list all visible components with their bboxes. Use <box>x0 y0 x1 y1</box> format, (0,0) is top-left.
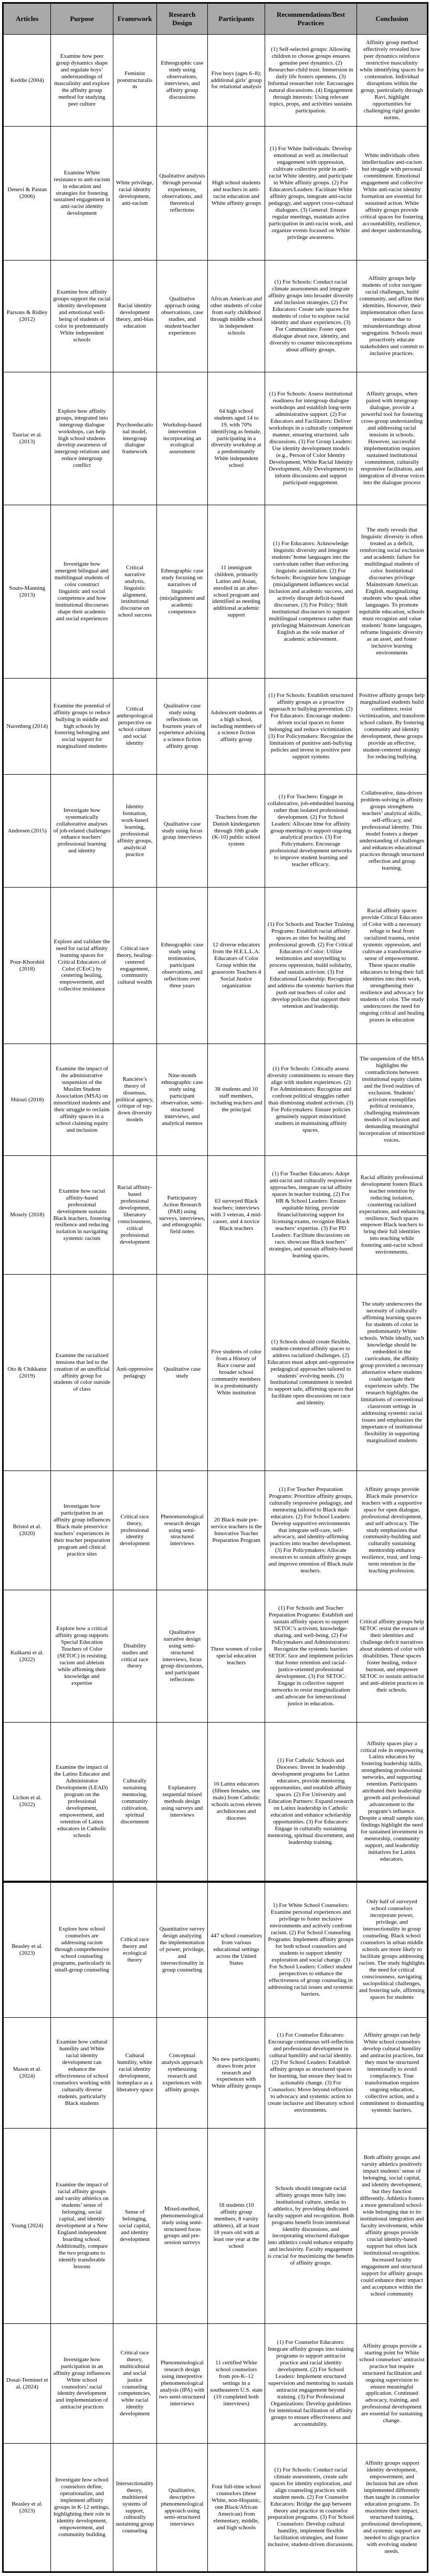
article-cell: Pour-Khorshid (2018) <box>3 888 51 1044</box>
recommendations-cell: (1) For Schools: Critically assess diversity commitments to ensure they align with student experiences. (2) For Administrators: Recognize and confront political struggles rather than dismissing student activism. (3) For Policymakers: Ensure policies genuinely support minoritized students in maintaining affinity spaces. <box>265 1044 357 1156</box>
conclusion-cell: Only half of surveyed school counselors incorporate power, privilege, and intersectionality in group counseling. Black school counselors in urban middle schools are more likely to facilitate groups addressing racism. The study highlights the need for critical consciousness, navigating sociopolitical challenges, and fostering safe, affirming spaces for students <box>356 1882 427 2018</box>
research-design-cell: Ethnographic case study using testimonios, participant observations, and reflections over three years <box>156 888 207 1044</box>
purpose-cell: Examine the impact of the administrative suspension of the Muslim Student Association (MSA) on minoritized students and their struggle to reclaim affinity spaces in a school claiming equity and inclusion <box>51 1044 113 1156</box>
article-cell: Oto & Chikkatur (2019) <box>3 1275 51 1471</box>
purpose-cell: Examine how cultural humility and White racial identity development can enhance the effectiveness of school counselors working with culturally diverse students, particularly Black students <box>51 2018 113 2129</box>
table-row <box>3 1590 428 1723</box>
participants-cell: 38 students and 10 staff members, including teachers and the principal <box>207 1044 265 1156</box>
recommendations-cell: (1) For Teacher Preparation Programs: Prioritize affinity groups, culturally responsive pedagogy, and mentoring tailored to Black male educators. (2) For School Leaders: Develop supportive environments that integrate self-care, self-advocacy, and identity-affirming practices into teacher development. (3) For Policymakers: Allocate resources to sustain affinity groups and improve retention of Black male teachers. <box>265 1471 357 1590</box>
recommendations-cell: (1) For Schools and Teacher Training Programs: Establish racial affinity spaces as sites for healing and professional growth. (2) For Critical Educators of Color: Utilize testimonios and storytelling to process oppression, build solidarity, and sustain activism. (3) For Educational Leadership: Recognize and address the systemic barriers that push out teachers of color and develop policies that support their retention and leadership. <box>265 888 357 1044</box>
table-row <box>3 1156 428 1275</box>
framework-cell: Racial affinity-based professional development, liberatory consciousness, critical professional development <box>113 1156 156 1275</box>
framework-cell: Psychoeducational model, intergroup dialogue framework <box>113 372 156 505</box>
participants-cell: Five students of color from a History of Race course and broader school community members in a predominantly White institution <box>207 1275 265 1471</box>
purpose-cell: Examine how affinity groups support the racial identity development and emotional well-being of students of color in predominantly White independent schools <box>51 260 113 372</box>
conclusion-cell: Positive affinity groups help marginalized students build confidence, resist victimization, and transform school culture. By fostering community and identity development, these groups provide an effective, student-centered strategy for reducing bullying <box>356 679 427 775</box>
conclusion-cell: Affinity groups support identity development, empowerment, and inclusion but are often implemented differently than taught in counselor education programs. To maximize their impact, structured training, professional development, and systemic support are needed to align practice with evolving student needs. <box>356 2444 427 2572</box>
conclusion-cell: Affinity group method effectively revealed how peer dynamics reinforce restrictive masculinity while identifying spaces for contestation. Individual disruptions within the group, particularly through Ravi, highlight opportunities for challenging rigid gender norms. <box>356 35 427 127</box>
article-cell: Mason et al. (2024) <box>3 2018 51 2129</box>
research-design-cell: Qualitative, descriptive phenomenological approach using semi-structured interviews <box>156 2444 207 2572</box>
table-row <box>3 260 428 372</box>
framework-cell: Critical anthropological perspective on school culture and social identity <box>113 679 156 775</box>
table-row <box>3 2018 428 2129</box>
participants-cell: Three women of color special education teachers <box>207 1590 265 1723</box>
framework-cell: Rancière’s theory of dissensus, political agency, critique of top-down diversity models <box>113 1044 156 1156</box>
research-design-cell: Ethnographic case study focusing on narratives of linguistic (mis)alignment and academic competence <box>156 505 207 679</box>
recommendations-cell: (1) For Teachers: Engage in collaborative, job-embedded learning rather than isolated professional development. (2) For School Leaders: Allocate time for affinity group meetings to support ongoing analytical practice. (3) For Policymakers: Encourage professional development networks to improve student learning and teacher efficacy. <box>265 775 357 888</box>
framework-cell: White privilege, racial identity development, anti-racism <box>113 127 156 260</box>
recommendations-cell: 1) For White School Counselors: Examine personal experiences and privilege to foster inclusive environments and actively confront racism. (2) For School Counseling Programs: Implement affinity groups for both school counselors and students to support identity exploration and social change. (3) For School Leaders: Collect student perspectives to enhance the effectiveness of group counseling in addressing racial issues and systemic barriers. <box>265 1882 357 2018</box>
table-row <box>3 775 428 888</box>
participants-cell: 20 Black male pre-service teachers in the Innovative Teacher Preparation Program <box>207 1471 265 1590</box>
participants-cell: 11 certified White school counselors from pre-K–12 settings in a southeastern U.S. state (10 completed both interviews) <box>207 2324 265 2444</box>
article-cell: Keddie (2004) <box>3 35 51 127</box>
research-design-cell: Nine-month ethnographic case study using participant observation, semi-structured interviews, and analytical memos <box>156 1044 207 1156</box>
column-header-conclusion: Conclusion <box>356 3 427 35</box>
table-row <box>3 505 428 679</box>
table-header <box>3 3 428 35</box>
purpose-cell: Examine the potential of affinity groups to reduce bullying in middle and high schools by fostering belonging and social support for marginalized students <box>51 679 113 775</box>
recommendations-cell: (1) For Schools: Establish structured affinity groups as a proactive approach to bullying prevention. (2) For Educators: Encourage student-driven social spaces to foster belonging and reduce victimization. (3) For Policymakers: Recognize the limitations of punitive anti-bullying policies and invest in positive peer support systems <box>265 679 357 775</box>
conclusion-cell: The suspension of the MSA highlights the contradictions between institutional equity claims and the lived realities of exclusion. Students’ activism exemplifies political resistance, challenging mainstream models of inclusion and demanding meaningful incorporation of minoritized voices. <box>356 1044 427 1156</box>
framework-cell: Disability studies and critical race theory <box>113 1590 156 1723</box>
participants-cell: 11 immigrant children, primarily Latino and Asian, enrolled in an after-school program and identified as needing additional academic support <box>207 505 265 679</box>
table-row <box>3 1882 428 2018</box>
recommendations-cell: (1) For Schools and Teacher Preparation Programs: Establish and sustain affinity spaces to support SETOC’s activism, knowledge-sharing, and well-being. (2) For Policymakers and Administrators: Recognize the systemic barriers SETOC face and implement policies that foster retention and racial-justice-oriented professional development. (3) For SETOC: Engage in collective support networks to resist marginalization and advocate for intersectional justice in education. <box>265 1590 357 1723</box>
table-row <box>3 1275 428 1471</box>
research-design-cell: Qualitative narrative design using semi-structured interviews, focus group discussions, and participant reflections <box>156 1590 207 1723</box>
recommendations-cell: (1) For White Individuals: Develop emotional as well as intellectual engagement with oppression, cultivate collective pride in anti-racist White identity, and participate in White affinity groups. (2) For Educators/Leaders: Facilitate White affinity groups, integrate anti-racist pedagogy, and support cross-cultural dialogues. (3) General: Ensure regular meetings, maintain active participation in anti-racist work, and organize events focused on White privilege awareness. <box>265 127 357 260</box>
purpose-cell: Investigate how emergent bilingual and multilingual students of color construct linguistic and social competence and how institutional discourses shape their academic and social experiences <box>51 505 113 679</box>
conclusion-cell: Affinity groups can help White school counselors develop cultural humility and antiracist practices, but they must be structured intentionally to avoid complacency. True transformation requires ongoing education, collective action, and a commitment to dismantling systemic barriers. <box>356 2018 427 2129</box>
research-design-cell: Phenomenological research design using semi-structured interviews <box>156 1471 207 1590</box>
participants-cell: Teachers from the Danish kindergarten through 10th grade (K-10) public school system <box>207 775 265 888</box>
article-cell: Kulkarni et al. (2022) <box>3 1590 51 1723</box>
purpose-cell: Investigate how participation in an affinity group influences Black male preservice teachers’ experiences in their teacher preparation program and clinical practice sites <box>51 1471 113 1590</box>
purpose-cell: Investigate how school counselors define, operationalize, and implement affinity groups in K-12 settings, highlighting their role in identity development, empowerment, and community building <box>51 2444 113 2572</box>
conclusion-cell: Both affinity groups and varsity athletics positively impact students’ sense of belonging, social capital, and identity development, but they function differently. Athletics fosters a more generalized school-wide belonging due to its institutional integration and faculty involvement, while affinity groups provide crucial identity-based support but often lack institutional recognition. Increased faculty engagement and structural support for affinity groups could enhance their impact and acceptance within the school community <box>356 2129 427 2324</box>
header-row <box>3 3 428 35</box>
framework-cell: Culturally sustaining mentoring, community cultivation, spiritual discernment <box>113 1723 156 1882</box>
participants-cell: Adolescent students at a high school, including members of a science fiction affinity group <box>207 679 265 775</box>
purpose-cell: Examine the racialized tensions that led to the creation of an unofficial affinity group for students of color outside of class <box>51 1275 113 1471</box>
purpose-cell: Explore how a critical affinity group supports Special Education Teachers of Color (SETOC) in resisting racism and ableism while affirming their knowledge and expertise <box>51 1590 113 1723</box>
recommendations-cell: (1) For Educators: Acknowledge linguistic diversity and integrate students’ home languages into the curriculum rather than enforcing linguistic assimilation. (2) For Schools: Recognize how language (mis)alignment influences social inclusion and academic success, and actively disrupt deficit-based discourses. (3) For Policy: Shift institutional discourses to support multilingual competence rather than privileging Mainstream American English as the sole marker of academic achievement. <box>265 505 357 679</box>
framework-cell: Critical narrative analysis, linguistic alignment, institutional discourse on school success <box>113 505 156 679</box>
article-cell: Denevi & Pastan (2006) <box>3 127 51 260</box>
framework-cell: Intersectionality theory, multitiered systems of support, culturally sustaining group counseling <box>113 2444 156 2572</box>
research-design-cell: Participatory Action Research (PAR) using surveys, interviews, and ethnographic field notes <box>156 1156 207 1275</box>
participants-cell: Five boys (ages 6–8); additional girls’ group for relational analysis <box>207 35 265 127</box>
framework-cell: Cultural humility, white racial identity development, homeplace as a liberatory space <box>113 2018 156 2129</box>
article-cell: Shirazi (2018) <box>3 1044 51 1156</box>
article-cell: Beasley et al. (2023) <box>3 2444 51 2572</box>
recommendations-cell: (1) For Schools: Assess institutional readiness for intergroup dialogue workshops and establish long-term administrative support. (2) For Educators and Facilitators: Deliver workshops in a culturally competent manner, ensuring structured, safe discussions. (3) For Group Leaders: Use identity development models (e.g., Person of Color Identity Development, White Racial Identity Development, Ally Development) to inform discussions and support participant engagement. <box>265 372 357 505</box>
column-header-framework: Framework <box>113 3 156 35</box>
research-design-cell: Quantitative survey design analyzing the implementation of power, privilege, and intersectionality in group counseling <box>156 1882 207 2018</box>
conclusion-cell: Racial affinity professional development fosters Black teacher retention by reducing isolation, countering racialized expectations, and enhancing resilience. Such spaces empower Black teachers to bring their full identities into teaching while fostering anti-racist school environments. <box>356 1156 427 1275</box>
column-header-articles: Articles <box>3 3 51 35</box>
article-cell: Souto-Manning (2013) <box>3 505 51 679</box>
recommendations-cell: (1) Self-selected groups: Allowing children to choose groups ensures genuine peer dynamics. (2) Researcher-child trust: Immersion in daily life fosters openness. (3) Informal researcher role: Encourages natural discussions. (4) Engagement through interests: Using relevant topics, props, and activities sustains participation. <box>265 35 357 127</box>
framework-cell: Identity formation, work-based learning, professional affinity groups, analytical practice <box>113 775 156 888</box>
article-cell: Dosal-Terminel et al. (2024) <box>3 2324 51 2444</box>
conclusion-cell: Affinity spaces play a critical role in empowering Latinx educators by fostering leadership skills, strengthening professional networks, and supporting retention. Participants attributed their leadership growth and professional advancement to the program’s influence. Despite a small sample size, findings highlight the need for sustained investment in mentorship, community support, and leadership initiatives for Latinx educators. <box>356 1723 427 1882</box>
recommendations-cell: (1) For Counselor Educators: Integrate affinity groups into training programs to support antiracist practice and racial identity development. (2) For School Leaders: Implement structured supervision and mentoring to sustain antiracist engagement beyond training. (3) For Professional Organizations: Develop guidelines for intentional facilitation of affinity groups to ensure effectiveness and accountability. <box>265 2324 357 2444</box>
conclusion-cell: Affinity groups, when paired with intergroup dialogue, provide a powerful tool for fostering cross-group understanding and addressing racial tensions in schools. However, successful implementation requires sustained institutional commitment, culturally responsive facilitation, and integration of diverse voices into the dialogue process <box>356 372 427 505</box>
conclusion-cell: Affinity groups provide Black male preservice teachers with a supportive space for open dialogue, professional development, and self-advocacy. The study emphasizes that community-building and culturally sustaining mentorship enhance resilience, trust, and long-term retention in the teaching profession. <box>356 1471 427 1590</box>
table-row <box>3 888 428 1044</box>
purpose-cell: Examine the impact of racial affinity groups and varsity athletics on students’ sense of belonging, social capital, and identity development at a New England independent boarding school. Additionally, compare the two programs to identify transferable lessons <box>51 2129 113 2324</box>
table-row <box>3 2324 428 2444</box>
framework-cell: Critical race theory, multicultural and social justice counseling competencies, white racial identity development <box>113 2324 156 2444</box>
purpose-cell: Examine how racial affinity-based professional development sustains Black teachers, fostering resilience and reducing isolation in navigating systemic racism <box>51 1156 113 1275</box>
literature-review-table <box>2 2 428 2573</box>
table-row <box>3 679 428 775</box>
framework-cell: Critical race theory and ecological theory <box>113 1882 156 2018</box>
participants-cell: High school students and teachers in anti-racist education and White affinity groups <box>207 127 265 260</box>
column-header-recommendations: Recommendations/Best Practices <box>265 3 357 35</box>
research-design-cell: Qualitative approach using observations, case studies, and student/teacher experiences <box>156 260 207 372</box>
recommendations-cell: (1) For Schools: Conduct racial climate assessments and integrate affinity groups into broader diversity and inclusion strategies. (2) For Educators: Create safe spaces for students of color to explore racial identity and share experiences. (3) For Communities: Foster open dialogue about race, identity, and diversity to counter misconceptions about affinity groups. <box>265 260 357 372</box>
recommendations-cell: (1) For Counselor Educators: Encourage continuous self-reflection and professional development in cultural humility and racial identity. (2) For School Leaders: Establish affinity groups as structured spaces for learning, but ensure they lead to actionable change. (3) For Counselors: Move beyond reflection to advocacy and systemic action to create inclusive and liberatory school environments. <box>265 2018 357 2129</box>
purpose-cell: Explore how affinity groups, integrated into intergroup dialogue workshops, can help high school students develop awareness of intergroup relations and reduce intergroup conflict <box>51 372 113 505</box>
research-design-cell: Conceptual analysis approach synthesizing research and experiences with affinity groups <box>156 2018 207 2129</box>
conclusion-cell: The study underscores the necessity of culturally affirming learning spaces for students of color in predominantly White schools. While ideally, such knowledge should be embedded in the curriculum, the affinity group provided a necessary alternative where students could navigate their experiences safely. The research highlights the limitations of conventional classroom settings in addressing systemic racial issues and emphasizes the importance of institutional flexibility in supporting marginalized students <box>356 1275 427 1471</box>
participants-cell: African American and other students of color from early childhood through middle school in independent schools <box>207 260 265 372</box>
article-cell: Young (2024) <box>3 2129 51 2324</box>
article-cell: Mosely (2018) <box>3 1156 51 1275</box>
purpose-cell: Examine how peer group dynamics shape and regulate boys’ understandings of masculinity and explore the affinity group method for studying peer culture <box>51 35 113 127</box>
framework-cell: Critical race theory, healing-centered engagement, community cultural wealth <box>113 888 156 1044</box>
framework-cell: Critical race theory, professional identity development <box>113 1471 156 1590</box>
research-design-cell: Qualitative analysis through personal experiences, observations, and theoretical reflections <box>156 127 207 260</box>
research-design-cell: Workshop-based intervention incorporating an ecological assessment <box>156 372 207 505</box>
research-design-cell: Mixed-method, phenomenological study using semi-structured focus groups and pre-session surveys <box>156 2129 207 2324</box>
table-row <box>3 127 428 260</box>
column-header-research-design: Research Design <box>156 3 207 35</box>
participants-cell: 16 Latinx educators (fifteen females, one male) from Catholic schools across eleven archdioceses and dioceses <box>207 1723 265 1882</box>
purpose-cell: Investigate how systematically collaborative analyses of job-related challenges enhance teachers’ professional learning and identity <box>51 775 113 888</box>
conclusion-cell: The study reveals that linguistic diversity is often treated as a deficit, reinforcing social exclusion and academic failure for multilingual students of color. Institutional discourses privilege Mainstream American English, marginalizing students who speak other languages. To promote equitable education, schools must recognize and value students’ home languages, reframe linguistic diversity as an asset, and foster inclusive learning environments <box>356 505 427 679</box>
participants-cell: 447 school counselors from various educational settings across the United States <box>207 1882 265 2018</box>
table-row <box>3 2129 428 2324</box>
recommendations-cell: (1) For Catholic Schools and Dioceses: Invest in leadership development programs for Latinx educators, provide mentoring opportunities, and establish affinity spaces. (2) For University and Education Partners: Expand research on Latinx leadership in Catholic education and enhance scholarship opportunities. (3) For Educators: Engage in culturally sustaining mentoring, spiritual discernment, and leadership training. <box>265 1723 357 1882</box>
article-cell: Nurenberg (2014) <box>3 679 51 775</box>
purpose-cell: Investigate how participation in an affinity group influences White school counselors’ racial identity development and implementation of antiracist practices <box>51 2324 113 2444</box>
research-design-cell: Explanatory sequential mixed methods design using surveys and interviews <box>156 1723 207 1882</box>
conclusion-cell: Affinity groups help students of color navigate racial challenges, build community, and affirm their identities. However, their implementation often faces resistance due to misunderstandings about segregation. Schools must proactively educate stakeholders and commit to inclusive practices. <box>356 260 427 372</box>
column-header-participants: Participants <box>207 3 265 35</box>
participants-cell: 12 diverse educators from the H.E.L.L.A. Educators of Color Group within the grassroots Teachers 4 Social Justice organization <box>207 888 265 1044</box>
table-row <box>3 35 428 127</box>
article-cell: Beasley et al. (2023) <box>3 1882 51 2018</box>
table-row <box>3 372 428 505</box>
participants-cell: 18 students (10 affinity group members, 8 varsity athletes), all at least 18 years old with at least one year at the school <box>207 2129 265 2324</box>
participants-cell: No new participants; draws from prior research and experiences with White affinity groups <box>207 2018 265 2129</box>
table-body <box>3 35 428 2572</box>
recommendations-cell: (1) For Schools: Conduct racial climate assessments, create safe spaces for identity exploration, and align counseling practices with student needs. (2) For Counselor Educators: Bridge the gap between theory and practice in counselor preparation programs. (3) For School Counselors: Develop cultural humility, implement flexible facilitation strategies, and foster inclusive, student-driven discussions. <box>265 2444 357 2572</box>
recommendations-cell: Schools should integrate racial affinity groups more fully into institutional culture, similar to athletics, by providing dedicated faculty support and recognition. Both programs benefit from intentional identity discussions, and incorporating structured dialogue into athletics could enhance empathy and inclusivity. Faculty engagement is crucial for maximizing the benefits of affinity groups. <box>265 2129 357 2324</box>
conclusion-cell: Racial affinity spaces provide Critical Educators of Color with a necessary refuge to heal from racialized trauma, resist systemic oppression, and cultivate a transformative sense of empowerment. These spaces enable educators to bring their full identities into their work, strengthening their resilience and advocacy for students of color. The study underscores the need for ongoing critical and healing praxes in education <box>356 888 427 1044</box>
table-row <box>3 1044 428 1156</box>
participants-cell: 63 surveyed Black teachers; interviews with 3 veteran, 4 mid-career, and 4 novice Black teachers <box>207 1156 265 1275</box>
article-cell: Lichon et al. (2022) <box>3 1723 51 1882</box>
column-header-purpose: Purpose <box>51 3 113 35</box>
recommendations-cell: (1) Schools should create flexible, student-centered affinity spaces to address racialized challenges. (2) Educators must adopt anti-oppressive pedagogical approaches tailored to students’ evolving needs. (3) Institutional commitment is needed to support safe, affirming spaces that facilitate open discussions on race and identity. <box>265 1275 357 1471</box>
framework-cell: Racial identity development theory, anti-bias education <box>113 260 156 372</box>
purpose-cell: Examine the impact of the Latino Educator and Administrator Development (LEAD) program on the professional development, empowerment, and retention of Latinx educators in Catholic schools <box>51 1723 113 1882</box>
framework-cell: Sense of belonging, social capital, and identity development <box>113 2129 156 2324</box>
article-cell: Bristol et al. (2020) <box>3 1471 51 1590</box>
purpose-cell: Examine White resistance to anti-racism in education and strategies for fostering sustained engagement in anti-racist identity development <box>51 127 113 260</box>
article-cell: Parsons & Ridley (2012) <box>3 260 51 372</box>
conclusion-cell: White individuals often intellectualize anti-racism but struggle with personal commitment. Emotional engagement and collective White anti-racist identity formation are essential for sustained action. White affinity groups provide critical spaces for fostering accountability, resilience, and deeper understanding. <box>356 127 427 260</box>
purpose-cell: Explore how school counselors are addressing racism through comprehensive school counseling programs, particularly in small-group counseling <box>51 1882 113 2018</box>
table-row <box>3 1471 428 1590</box>
article-cell: Andresen (2015) <box>3 775 51 888</box>
conclusion-cell: Critical affinity groups help SETOC resist the erasure of their identities and challenge deficit narratives about students of color with disabilities. These spaces foster healing, reduce burnout, and empower SETOC to sustain antiracist and anti-ableist practices in their schools. <box>356 1590 427 1723</box>
table-row <box>3 1723 428 1882</box>
recommendations-cell: (1) For Teacher Educators: Adopt anti-racist and culturally responsive approaches, integrate racial affinity spaces in teacher training. (2) For HR & School Leaders: Ensure equitable hiring, provide financial/tutoring support for licensing exams, recognize Black teachers’ expertise. (3) For PD Leaders: Facilitate discussions on race, showcase Black teachers’ strategies, and sustain affinity-based learning spaces. <box>265 1156 357 1275</box>
research-design-cell: Phenomenological research design using interpretive phenomenological analysis (IPA) with two semi-structured interviews <box>156 2324 207 2444</box>
participants-cell: Four full-time school counselors (three White, non-Hispanic, one Black/African American) from elementary, middle, and high schools <box>207 2444 265 2572</box>
framework-cell: Anti-oppressive pedagogy <box>113 1275 156 1471</box>
framework-cell: Feminist poststructuralism <box>113 35 156 127</box>
article-cell: Tauriac et al. (2013) <box>3 372 51 505</box>
research-design-cell: Ethnographic case study using observations, interviews, and affinity group discussions <box>156 35 207 127</box>
table-row <box>3 2444 428 2572</box>
research-design-cell: Qualitative case study using reflections on fourteen years of experience advising a science fiction affinity group <box>156 679 207 775</box>
conclusion-cell: Collaborative, data-driven problem-solving in affinity groups strengthens teachers’ analytical skills, self-efficacy, and professional identity. This model fosters a deeper understanding of challenges and enhances educational practices through structured reflection and group learning. <box>356 775 427 888</box>
participants-cell: 64 high school students aged 14 to 19, with 70% identifying as female, participating in a diversity workshop at a predominantly White independent school <box>207 372 265 505</box>
research-design-cell: Qualitative case study using focus group interviews <box>156 775 207 888</box>
research-design-cell: Qualitative case study <box>156 1275 207 1471</box>
conclusion-cell: Affinity groups provide a starting point for White school counselors’ antiracist practice but require structured facilitation and ongoing supervision to ensure meaningful application. Continued advocacy, training, and professional development are essential for sustaining change. <box>356 2324 427 2444</box>
purpose-cell: Explore and validate the need for racial affinity learning spaces for Critical Educators of Color (CEoC) by centering healing, empowerment, and collective resistance <box>51 888 113 1044</box>
